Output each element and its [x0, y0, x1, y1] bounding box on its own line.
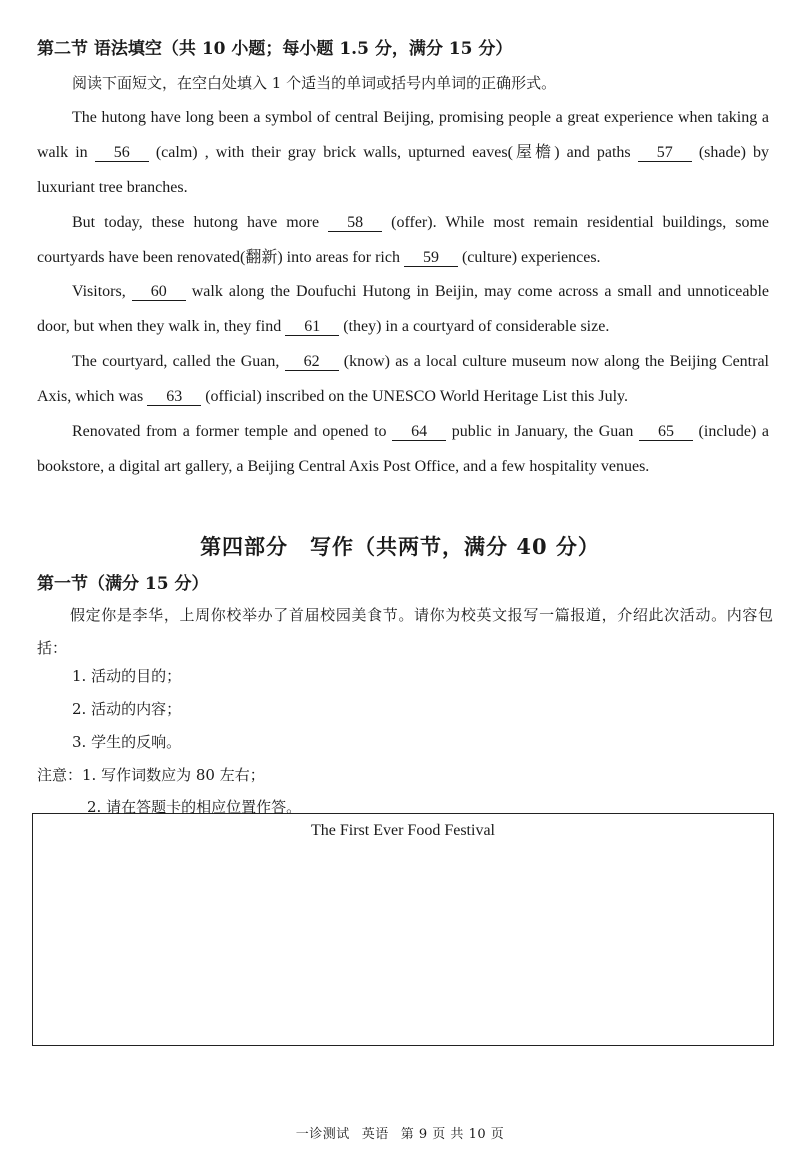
answer-box-title: The First Ever Food Festival: [311, 822, 495, 839]
answer-box: [32, 813, 774, 1046]
blank-63: 63: [147, 388, 201, 406]
passage-text: (offer). While most remain residential buildings, some courtyards have been renovated(翻新) into areas for rich: [37, 214, 769, 266]
blank-65: 65: [639, 423, 693, 441]
passage-text: Visitors,: [72, 283, 132, 300]
section-heading: 第一节（满分 15 分）: [37, 574, 209, 594]
part-heading: 第四部分 写作（共两节，满分 40 分）: [200, 534, 600, 559]
note-item: 2. 请在答题卡的相应位置作答。: [87, 798, 302, 816]
passage-text: (official) inscribed on the UNESCO World Heritage List this July.: [201, 387, 629, 405]
passage-text: (culture) experiences.: [457, 248, 601, 266]
passage-text: (include) a bookstore, a digital art gallery, a Beijing Central Axis Post Office, and a few hospitality venues.: [37, 423, 769, 475]
blank-64: 64: [392, 423, 446, 441]
passage-paragraph-2: [37, 206, 769, 276]
passage-text: The hutong have long been a symbol of central Beijing, promising people a great experience when taking a walk in: [37, 109, 769, 161]
note-label: 注意：: [37, 766, 83, 784]
passage-paragraph-1: [37, 101, 769, 205]
footer-page-number: 第 9 页 共 10 页: [400, 1127, 505, 1142]
passage-text: (know) as a local culture museum now along the Beijing Central Axis, which was: [37, 353, 769, 405]
passage-text: (shade) by luxuriant tree branches.: [37, 143, 769, 196]
blank-60: 60: [132, 283, 186, 301]
footer-subject: 英语: [361, 1127, 389, 1142]
passage-paragraph-4: [37, 345, 769, 415]
blank-58: 58: [328, 214, 382, 232]
passage-text: The courtyard, called the Guan,: [72, 353, 285, 370]
footer-exam: 一诊测试: [295, 1127, 350, 1142]
note-line: [37, 764, 265, 785]
instruction-text: 阅读下面短文，在空白处填入 1 个适当的单词或括号内单词的正确形式。: [72, 74, 557, 92]
blank-59: 59: [404, 249, 458, 267]
passage-text: (calm) , with their gray brick walls, upturned eaves(屋檐) and paths: [148, 143, 638, 161]
page-footer: [0, 1123, 800, 1142]
task-item: 1. 活动的目的；: [72, 667, 182, 685]
blank-57: 57: [638, 144, 692, 162]
passage-paragraph-5: [37, 415, 769, 485]
note-item: 1. 写作词数应为 80 左右；: [82, 766, 265, 784]
task-item: 2. 活动的内容；: [72, 700, 182, 718]
passage-text: Renovated from a former temple and opened to: [72, 423, 393, 440]
passage-paragraph-3: [37, 275, 769, 345]
writing-task-text: 假定你是李华，上周你校举办了首届校园美食节。请你为校英文报写一篇报道，介绍此次活动。内容包括：: [37, 606, 773, 657]
passage-text: walk along the Doufuchi Hutong in Beijin, may come across a small and unnoticeable door, but when they walk in, they find: [37, 283, 769, 335]
section-heading: 第二节 语法填空（共 10 小题；每小题 1.5 分，满分 15 分）: [37, 39, 513, 59]
task-item: 3. 学生的反响。: [72, 733, 182, 751]
blank-62: 62: [285, 353, 339, 371]
passage-text: (they) in a courtyard of considerable size.: [339, 317, 610, 335]
passage-text: But today, these hutong have more: [72, 214, 329, 231]
blank-56: 56: [95, 144, 149, 162]
passage-text: public in January, the Guan: [446, 423, 639, 440]
blank-61: 61: [285, 318, 339, 336]
